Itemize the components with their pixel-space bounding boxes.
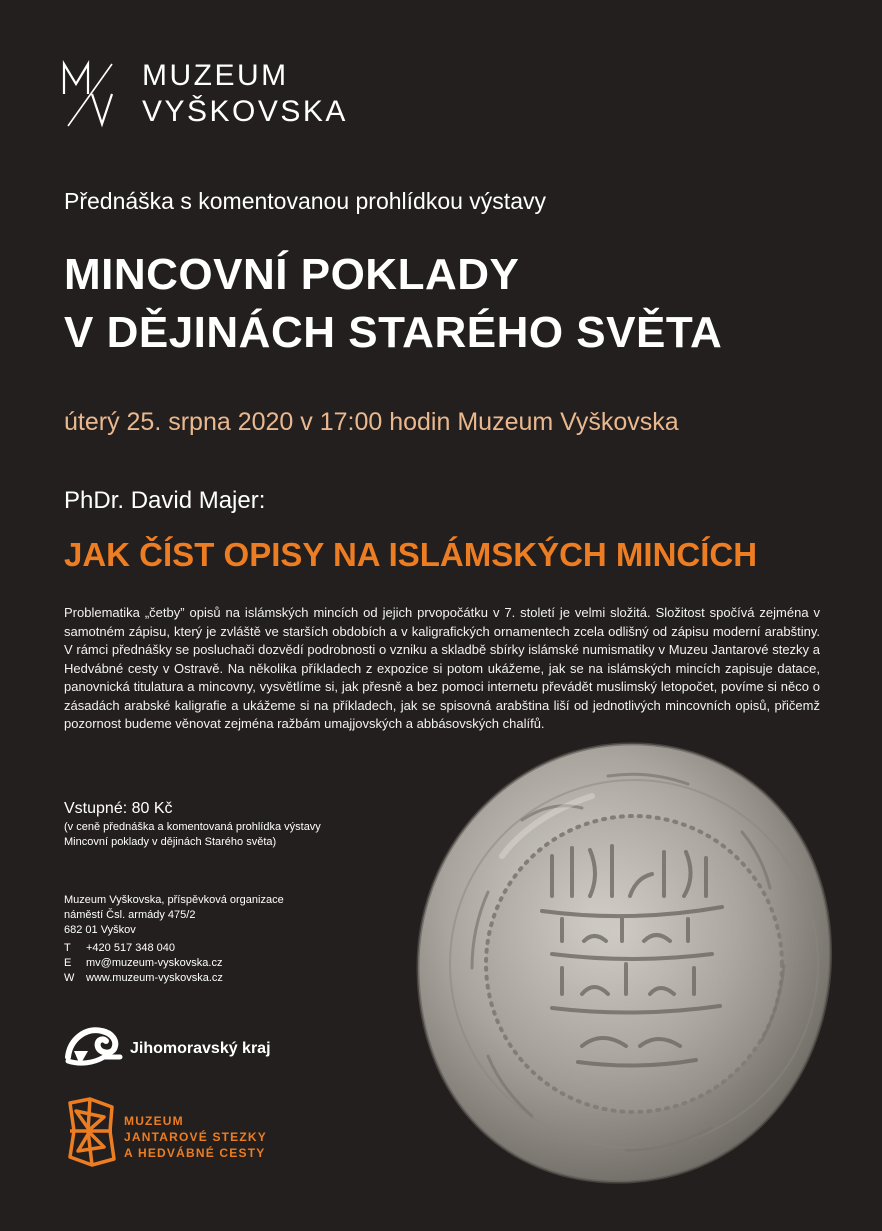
contact-web	[64, 971, 223, 986]
address-street: náměstí Čsl. armády 475/2	[64, 909, 196, 921]
partner-logo	[64, 1097, 324, 1169]
museum-logo	[60, 58, 360, 132]
region-logo	[64, 1021, 304, 1069]
museum-name-line1: MUZEUM	[142, 59, 289, 92]
contact-key: T	[64, 942, 71, 954]
address-org: Muzeum Vyškovska, příspěvková organizace	[64, 894, 284, 906]
contact-key: E	[64, 957, 72, 969]
museum-name-line2: VYŠKOVSKA	[142, 95, 348, 128]
contact-phone	[64, 941, 223, 956]
exhibition-title-line: MINCOVNÍ POKLADY	[64, 250, 520, 299]
amber-silk-road-icon	[64, 1097, 118, 1167]
event-subtitle: Přednáška s komentovanou prohlídkou výstavy	[64, 188, 546, 214]
contact-value[interactable]: mv@muzeum-vyskovska.cz	[86, 957, 223, 969]
event-date: úterý 25. srpna 2020 v 17:00 hodin Muzeum Vyškovska	[64, 408, 679, 436]
mv-monogram-icon	[60, 58, 120, 130]
coin-image	[412, 736, 836, 1186]
speaker-name: PhDr. David Majer:	[64, 487, 266, 514]
contact-email	[64, 956, 223, 971]
entry-price: Vstupné: 80 Kč	[64, 800, 173, 817]
museum-address	[64, 893, 284, 938]
contact-value[interactable]: www.muzeum-vyskovska.cz	[86, 972, 223, 984]
entry-note-line: (v ceně přednáška a komentovaná prohlídka výstavy	[64, 821, 321, 833]
partner-logo-text	[124, 1113, 267, 1161]
contact-key: W	[64, 972, 75, 984]
partner-logo-line: JANTAROVÉ STEZKY	[124, 1130, 267, 1144]
partner-logo-line: A HEDVÁBNÉ CESTY	[124, 1146, 266, 1160]
exhibition-title	[64, 246, 722, 362]
address-city: 682 01 Vyškov	[64, 924, 136, 936]
partner-logo-line: MUZEUM	[124, 1114, 184, 1128]
entry-note	[64, 820, 394, 850]
talk-title: JAK ČÍST OPISY NA ISLÁMSKÝCH MINCÍCH	[64, 536, 758, 573]
entry-note-line: Mincovní poklady v dějinách Starého světa)	[64, 836, 277, 848]
contact-list	[64, 941, 223, 986]
region-logo-label: Jihomoravský kraj	[130, 1040, 271, 1057]
talk-description: Problematika „četby” opisů na islámských mincích od jejich prvopočátku v 7. století je velmi složitá. Složitost spočívá zejména v samotném zápisu, který je zvláště ve starších obdobích a v kaligrafických ornamentech zcela odlišný od zápisu moderní arabštiny. V rámci přednášky se posluchači dozvědí podrobnosti o vzniku a skladbě sbírky islámské numismatiky v Muzeu Jantarové stezky a Hedvábné cesty v Ostravě. Na několika příkladech z expozice si potom ukážeme, jak se na islámských mincích zapisuje datace, panovnická titulatura a mincovny, vysvětlíme si, jak přesně a bez pomoci internetu převádět muslimský letopočet, povíme si něco o zásadách arabské kaligrafie a ukážeme si na příkladech, jak se spisovná arabština liší od jednotlivých mincovních opisů, přičemž pozornost budeme věnovat zejména ražbám umajjovských a abbásovských chalífů.	[64, 605, 820, 731]
contact-value[interactable]: +420 517 348 040	[86, 942, 176, 954]
jihomoravsky-kraj-icon	[64, 1021, 124, 1069]
exhibition-title-line: V DĚJINÁCH STARÉHO SVĚTA	[64, 308, 723, 357]
